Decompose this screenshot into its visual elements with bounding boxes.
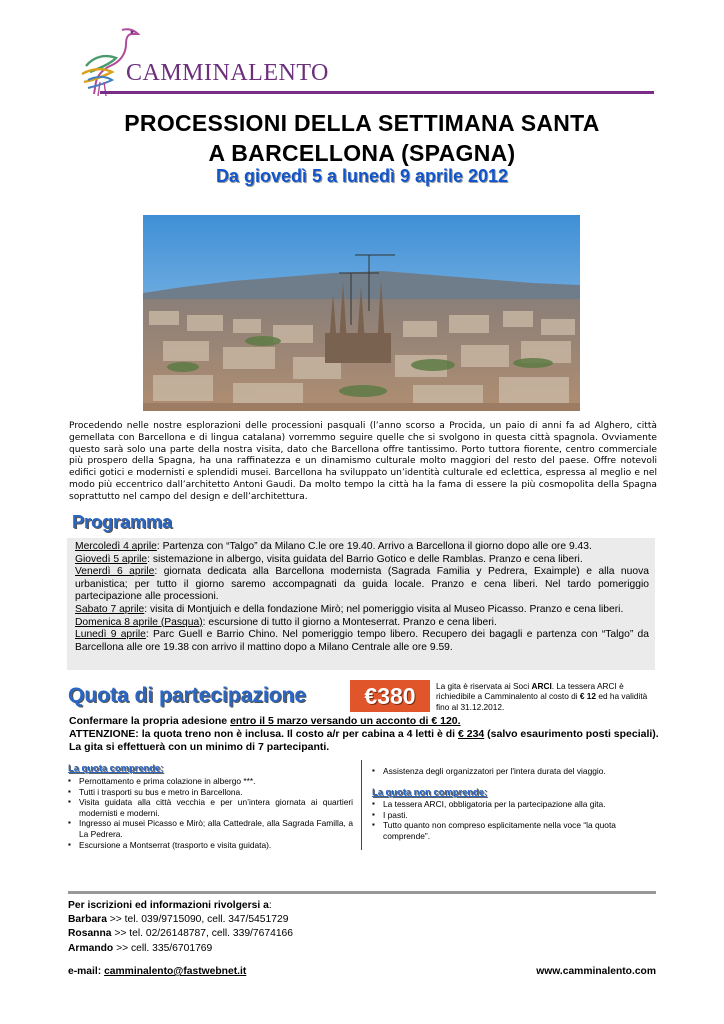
list-item: ▪ Assistenza degli organizzatori per l'intera durata del viaggio. bbox=[372, 766, 657, 777]
header-divider bbox=[100, 91, 654, 94]
brand-wordmark: CAMMINALENTO bbox=[126, 60, 329, 86]
list-item: ▪ Escursione a Montserrat (trasporto e visita guidata). bbox=[68, 840, 353, 851]
contact-name: Rosanna bbox=[68, 928, 112, 940]
barcelona-photo bbox=[143, 215, 580, 411]
confirm-text: Confermare la propria adesione bbox=[69, 715, 231, 727]
contact-name: Armando bbox=[68, 942, 114, 954]
deposit-deadline: entro il 5 marzo versando un acconto di € 120. bbox=[230, 715, 461, 727]
day-text: : escursione di tutto il giorno a Monteserrat. Pranzo e cena liberi. bbox=[202, 616, 497, 628]
day-text: : visita di Montjuich e della fondazione Mirò; nel pomeriggio visita al Museo Picasso. Pranzo e cena liberi. bbox=[144, 603, 624, 615]
day-label: Domenica 8 aprile (Pasqua) bbox=[75, 616, 203, 628]
email-label: e-mail: bbox=[68, 966, 105, 977]
note-cost: € 12 bbox=[579, 691, 597, 702]
note-text: La gita è riservata ai Soci bbox=[436, 681, 532, 691]
programme-day bbox=[75, 566, 649, 604]
list-item: ▪ Tutto quanto non compreso esplicitamente nella voce “la quota comprende”. bbox=[372, 820, 657, 841]
attention-text: (salvo esaurimento posti speciali). La gita si effettuerà con un minimo di 7 partecipanti. bbox=[69, 728, 659, 754]
column-divider bbox=[361, 760, 362, 850]
title-line-1: PROCESSIONI DELLA SETTIMANA SANTA bbox=[124, 110, 600, 136]
contact-details: >> cell. 335/6701769 bbox=[113, 942, 213, 954]
day-label: Giovedì 5 aprile bbox=[75, 553, 148, 565]
email-line bbox=[68, 966, 246, 977]
programme-heading: Programma bbox=[72, 512, 173, 532]
confirm-line bbox=[69, 715, 659, 728]
contact-name: Barbara bbox=[68, 914, 107, 926]
list-item: ▪ I pasti. bbox=[372, 810, 657, 821]
day-label: Lunedì 9 aprile bbox=[75, 629, 146, 641]
attention-line bbox=[69, 728, 659, 754]
booking-conditions bbox=[69, 715, 659, 755]
includes-list-continued bbox=[372, 766, 657, 777]
note-text: . La tessera ARCI è richiedibile a Camminalento al costo di bbox=[436, 681, 624, 702]
day-text: : giornata dedicata alla Barcellona modernista (Sagrada Familia y Pedrera, Exaimple) e alla nuova urbanistica; per tutto il giorno saremo accompagnati da guida locale. Pranzo e cena liberi. Nel tardo pomeriggio partecipazione alle processioni. bbox=[75, 566, 649, 603]
contact-row bbox=[68, 942, 488, 956]
price-heading: Quota di partecipazione bbox=[68, 684, 307, 707]
programme-day bbox=[75, 629, 649, 654]
day-label: Sabato 7 aprile bbox=[75, 603, 145, 615]
list-item: ▪ Pernottamento e prima colazione in albergo ***. bbox=[68, 776, 353, 787]
trip-dates: Da giovedì 5 a lunedì 9 aprile 2012 bbox=[215, 166, 509, 186]
list-item: ▪ Visita guidata alla città vecchia e per un’intera giornata ai quartieri modernisti e moderni. bbox=[68, 797, 353, 818]
price-badge: €380 bbox=[350, 680, 430, 712]
note-text: ed ha validità fino al 31.12.2012. bbox=[436, 691, 648, 712]
contact-details: >> tel. 039/9715090, cell. 347/5451729 bbox=[106, 914, 289, 926]
brand-logo bbox=[74, 22, 329, 98]
programme-day bbox=[75, 554, 649, 567]
note-arci: ARCI bbox=[531, 681, 552, 691]
list-item: ▪ La tessera ARCI, obbligatoria per la partecipazione alla gita. bbox=[372, 799, 657, 810]
programme-day bbox=[75, 617, 649, 630]
contact-details: >> tel. 02/26148787, cell. 339/7674166 bbox=[111, 928, 293, 940]
day-text: : sistemazione in albergo, visita guidata del Barrio Gotico e delle Ramblas. Pranzo e cena liberi. bbox=[147, 553, 583, 565]
footer-divider bbox=[68, 891, 656, 894]
intro-paragraph: Procedendo nelle nostre esplorazioni delle processioni pasquali (l’anno scorso a Procida, un paio di anni fa ad Alghero, città gemellata con Barcellona e di lingua catalana) vorremmo seguire quelle che si svolgono in questa città spagnola. Ovviamente questo sarà solo una parte della nostra visita, dato che Barcellona offre tantissimo. Porto tuttora fiorente, centro commerciale più prospero della Spagna, ha una raffinatezza e un dinamismo culturale molto maggiori del resto del paese. Offre notevoli edifici gotici e modernisti e splendidi musei. Barcellona ha sviluppato un’identità culturale ed eclettica, espressa al meglio e nel modo più eccentrico dall’architetto Antoni Gaudi. Da molto tempo la città ha la fama di essere la più cosmopolita della Spagna soprattutto nel campo del design e dell’architettura. bbox=[69, 421, 657, 502]
day-label: Mercoledì 4 aprile bbox=[75, 541, 157, 552]
email-link[interactable]: camminalento@fastwebnet.it bbox=[104, 966, 247, 977]
contacts-intro-text: Per iscrizioni ed informazioni rivolgersi a bbox=[68, 900, 269, 911]
membership-note bbox=[436, 681, 652, 712]
includes-list bbox=[68, 776, 353, 850]
contacts-intro bbox=[68, 899, 488, 913]
page-title bbox=[60, 108, 664, 168]
day-text: : Parc Guell e Barrio Chino. Nel pomeriggio tempo libero. Recupero dei bagagli e partenza con “Talgo” da Barcellona alle ore 19.38 con arrivo il mattino dopo a Milano Centrale alle ore 9.59. bbox=[75, 629, 649, 653]
excludes-list bbox=[372, 799, 657, 841]
programme-day bbox=[75, 541, 649, 554]
contact-row bbox=[68, 927, 488, 941]
website-link[interactable]: www.camminalento.com bbox=[536, 966, 656, 977]
list-item: ▪ Ingresso ai musei Picasso e Mirò; alla Cattedrale, alla Sagrada Familla, a La Pedrera. bbox=[68, 818, 353, 839]
title-line-2: A BARCELLONA (SPAGNA) bbox=[208, 140, 516, 166]
contact-row bbox=[68, 913, 488, 927]
train-cost: € 234 bbox=[457, 728, 485, 741]
programme-list bbox=[75, 541, 649, 654]
excludes-heading: La quota non comprende: bbox=[372, 786, 488, 797]
day-label: Venerdì 6 aprile bbox=[75, 566, 155, 578]
contacts-block bbox=[68, 899, 488, 956]
includes-heading: La quota comprende: bbox=[68, 762, 164, 773]
list-item: ▪ Tutti i trasporti su bus e metro in Barcellona. bbox=[68, 787, 353, 798]
contacts-intro-colon: : bbox=[268, 900, 272, 911]
programme-day bbox=[75, 604, 649, 617]
day-text: : Partenza con “Talgo” da Milano C.le ore 19.40. Arrivo a Barcellona il giorno dopo alle ore 9.43. bbox=[156, 541, 592, 552]
attention-text: ATTENZIONE: la quota treno non è inclusa. Il costo a/r per cabina a 4 letti è di bbox=[69, 728, 458, 741]
